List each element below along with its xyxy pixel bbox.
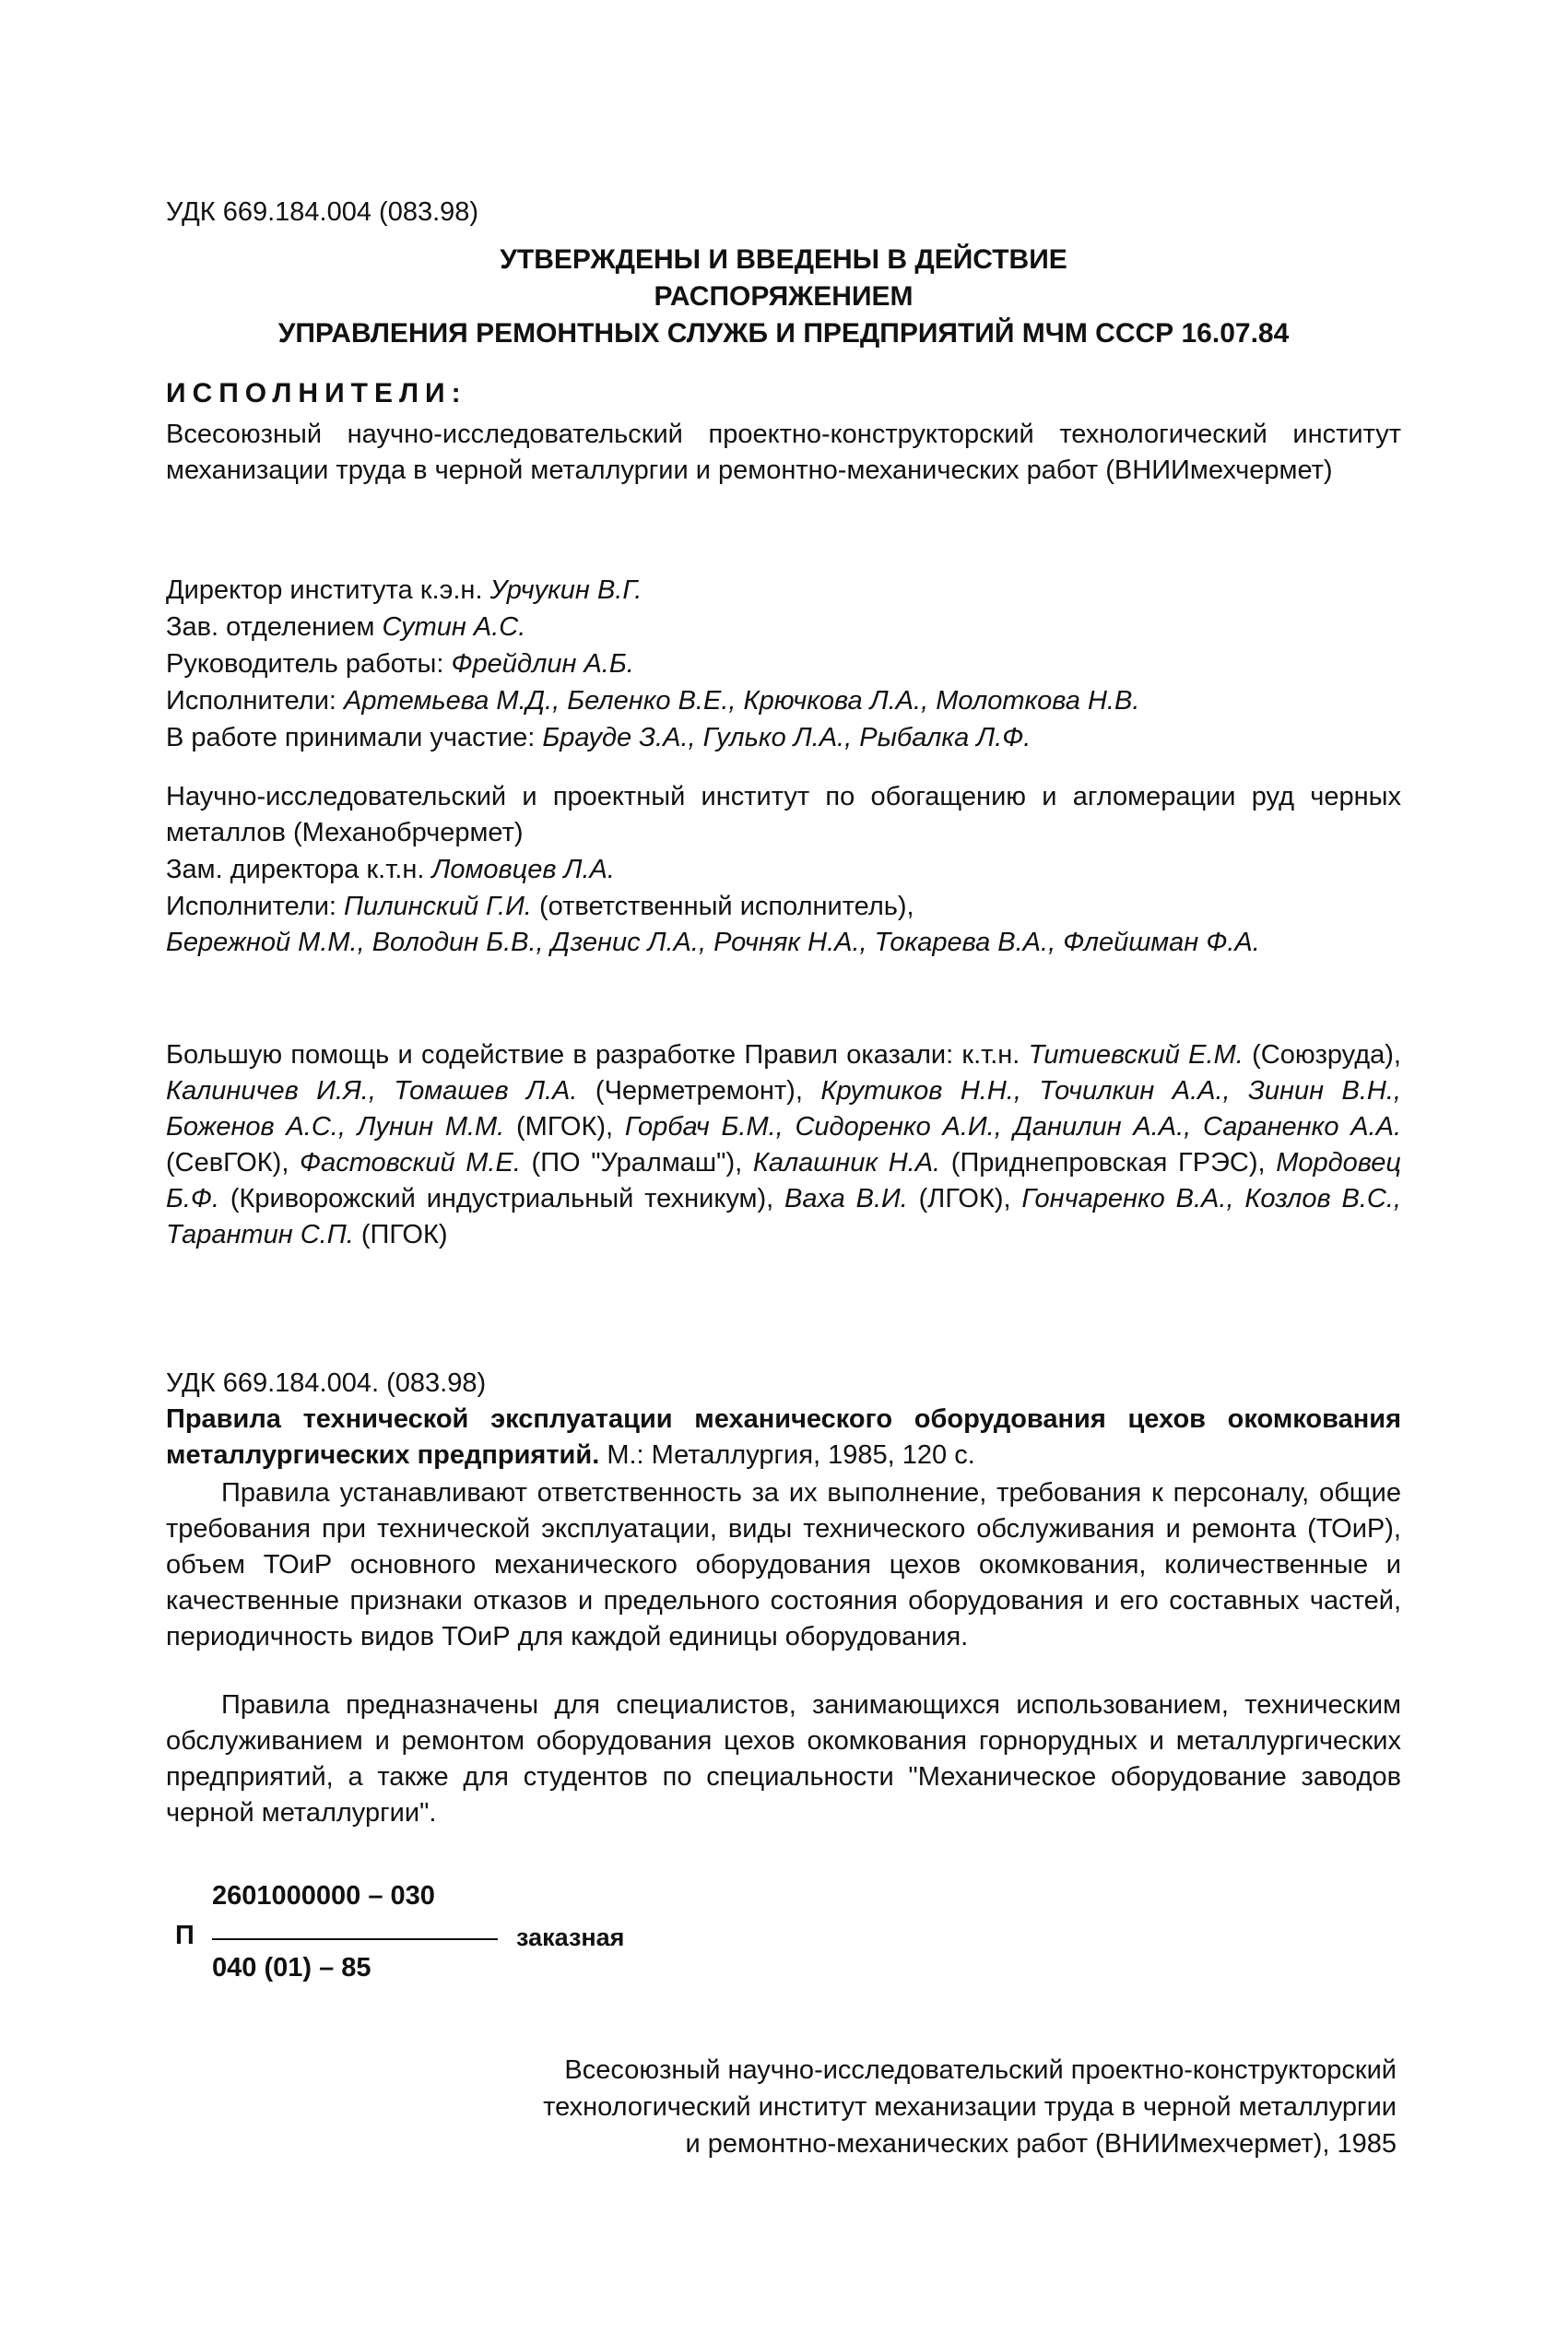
head-line: Зав. отделением Сутин А.С. <box>166 612 526 642</box>
approval-line-2: РАСПОРЯЖЕНИЕМ <box>654 281 914 312</box>
approval-line-3: УПРАВЛЕНИЯ РЕМОНТНЫХ СЛУЖБ И ПРЕДПРИЯТИЙ МЧМ СССР 16.07.84 <box>277 318 1290 349</box>
udk-top: УДК 669.184.004 (083.98) <box>166 197 479 227</box>
bibliographic-entry <box>166 1402 1401 1474</box>
classification-code <box>166 1881 811 2001</box>
fraction-bar <box>212 1938 498 1940</box>
executors-line: Исполнители: Артемьева М.Д., Беленко В.Е., Крючкова Л.А., Молоткова Н.В. <box>166 686 1140 716</box>
book-title: Правила технической эксплуатации механического оборудования цехов окомкования металлургических предприятий. <box>166 1404 1401 1470</box>
executors-heading: ИСПОЛНИТЕЛИ: <box>166 378 467 408</box>
director-name: Урчукин В.Г. <box>489 575 643 605</box>
institute-2-description: Научно-исследовательский и проектный институт по обогащению и агломерации руд черных металлов (Механобрчермет) <box>166 782 1401 847</box>
deputy-name: Ломовцев Л.А. <box>431 855 615 884</box>
institute-2-block <box>166 779 1401 961</box>
participants-names: Брауде З.А., Гулько Л.А., Рыбалка Л.Ф. <box>542 723 1032 752</box>
inst2-exec-lead: Пилинский Г.И. <box>344 892 532 921</box>
deputy-line: Зам. директора к.т.н. Ломовцев Л.А. <box>166 855 615 884</box>
lead-name: Фрейдлин А.Б. <box>451 649 634 679</box>
imprint-line-1: Всесоюзный научно-исследовательский проектно-конструкторский <box>564 2055 1397 2085</box>
institute-1-staff <box>166 572 1401 756</box>
code-denominator: 040 (01) – 85 <box>212 1953 371 1983</box>
abstract-paragraph-2: Правила предназначены для специалистов, занимающихся использованием, техническим обслуживанием и ремонтом оборудования цехов окомкования горнорудных и металлургических предприятий, а также для студентов по специальности "Механическое оборудование заводов черной металлургии". <box>166 1690 1401 1828</box>
imprint-line-3: и ремонтно-механических работ (ВНИИмехчермет), 1985 <box>685 2129 1397 2159</box>
director-line: Директор института к.э.н. Урчукин В.Г. <box>166 575 643 605</box>
imprint-line-2: технологический институт механизации труда в черной металлургии <box>543 2092 1397 2122</box>
head-name: Сутин А.С. <box>382 612 526 642</box>
code-numerator: 2601000000 – 030 <box>212 1881 435 1911</box>
udk-bottom: УДК 669.184.004. (083.98) <box>166 1368 487 1398</box>
abstract-paragraph-1: Правила устанавливают ответственность за их выполнение, требования к персоналу, общие требования при технической эксплуатации, виды технического обслуживания и ремонта (ТОиР), объем ТОиР основного механического оборудования цехов окомкования, количественные и качественные признаки отказов и предельного состояния оборудования и его составных частей, периодичность видов ТОиР для каждой единицы оборудования. <box>166 1478 1401 1651</box>
lead-line: Руководитель работы: Фрейдлин А.Б. <box>166 649 634 679</box>
inst2-exec-names: Бережной М.М., Володин Б.В., Дзенис Л.А., Рочняк Н.А., Токарева В.А., Флейшман Ф.А. <box>166 928 1260 957</box>
help-paragraph: Большую помощь и содействие в разработке Правил оказали: к.т.н. Титиевский Е.М. (Союзруда), Калиничев И.Я., Томашев Л.А. (Черметремонт), Крутиков Н.Н., Точилкин А.А., Зинин В.Н., Боженов А.С., Лунин М.М. (МГОК), Горбач Б.М., Сидоренко А.И., Данилин А.А., Сараненко А.А. (СевГОК), Фастовский М.Е. (ПО "Уралмаш"), Калашник Н.А. (Приднепровская ГРЭС), Мордовец Б.Ф. (Криворожский индустриальный техникум), Ваха В.И. (ЛГОК), Гончаренко В.А., Козлов В.С., Тарантин С.П. (ПГОК) <box>166 1040 1402 1249</box>
executors-names: Артемьева М.Д., Беленко В.Е., Крючкова Л.А., Молоткова Н.В. <box>344 686 1140 716</box>
publication-info: М.: Металлургия, 1985, 120 с. <box>607 1440 975 1470</box>
imprint <box>383 2052 1397 2162</box>
code-note: заказная <box>516 1924 625 1951</box>
approval-block <box>166 242 1401 352</box>
institute-1-description: Всесоюзный научно-исследовательский проектно-конструкторский технологический институт механизации труда в черной металлургии и ремонтно-механических работ (ВНИИмехчермет) <box>166 420 1401 485</box>
participants-line: В работе принимали участие: Брауде З.А., Гулько Л.А., Рыбалка Л.Ф. <box>166 723 1032 752</box>
code-prefix: П <box>175 1921 195 1950</box>
inst2-exec-lead-line: Исполнители: Пилинский Г.И. (ответственный исполнитель), <box>166 892 914 921</box>
approval-line-1: УТВЕРЖДЕНЫ И ВВЕДЕНЫ В ДЕЙСТВИЕ <box>500 244 1067 275</box>
